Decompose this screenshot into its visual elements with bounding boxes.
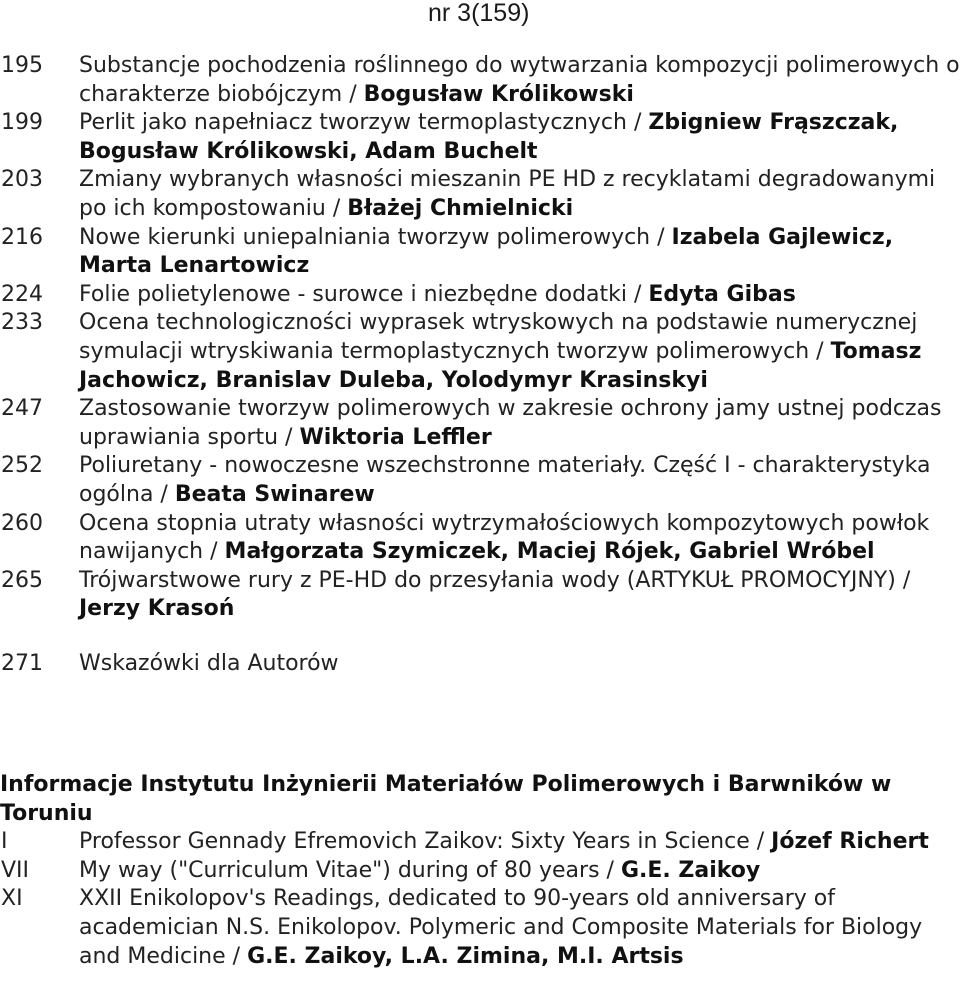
page-number: 195: [1, 53, 43, 78]
entry-text: [79, 166, 960, 223]
article-title: Folie polietylenowe - surowce i niezbędne dodatki: [79, 281, 627, 307]
toc-entry: [0, 281, 960, 310]
entry-text: [79, 395, 960, 452]
article-authors: Józef Richert: [771, 829, 929, 855]
toc-entry: [0, 224, 960, 281]
author-separator: /: [650, 224, 672, 250]
toc-entry: [0, 828, 960, 857]
entry-text: [79, 828, 960, 857]
issue-number: nr 3(159): [428, 0, 530, 27]
article-authors: Edyta Gibas: [648, 281, 796, 307]
page-number: 199: [1, 110, 43, 136]
table-of-contents: [0, 52, 960, 678]
article-authors: Beata Swinarew: [174, 481, 375, 507]
article-authors: Zbigniew Frąszczak, Bogusław Królikowski, Adam Buchelt: [79, 110, 899, 164]
page-number: 252: [1, 453, 43, 479]
guidelines-title: Wskazówki dla Autorów: [79, 650, 339, 676]
entry-text: [79, 567, 960, 624]
article-authors: G.E. Zaikoy, L.A. Zimina, M.I. Artsis: [247, 943, 684, 969]
entry-text: [79, 510, 960, 567]
author-separator: /: [627, 281, 649, 307]
author-separator: /: [749, 829, 772, 855]
toc-entry: [0, 857, 960, 886]
article-title: Ocena stopnia utraty własności wytrzymałościowych kompozytowych powłok nawijanych: [79, 510, 930, 565]
article-title: Zmiany wybranych własności mieszanin PE HD z recyklatami degradowanymi po ich kompostowaniu: [79, 167, 936, 221]
article-title: Ocena technologiczności wyprasek wtryskowych na podstawie numerycznej symulacji wtryskiwania termoplastycznych tworzyw polimerowych: [79, 310, 918, 364]
toc-entry-guidelines: [0, 650, 960, 679]
article-authors: Bogusław Królikowski: [363, 81, 634, 107]
article-title: Perlit jako napełniacz tworzyw termoplastycznych: [79, 110, 627, 136]
page-number: 203: [1, 167, 43, 193]
toc-entry: [0, 109, 960, 166]
author-separator: /: [626, 110, 649, 136]
entry-text: [79, 309, 960, 395]
toc-entry: [0, 309, 960, 395]
article-authors: Wiktoria Leffler: [299, 424, 492, 450]
author-separator: /: [895, 567, 911, 593]
page-number: 233: [1, 310, 43, 336]
author-separator: /: [342, 81, 364, 107]
author-separator: /: [809, 338, 831, 364]
page-number: 265: [1, 567, 43, 593]
article-title: Trójwarstwowe rury z PE-HD do przesyłania wody (ARTYKUŁ PROMOCYJNY): [79, 567, 896, 593]
page-number: 260: [1, 510, 43, 536]
article-title: My way ("Curriculum Vitae") during of 80 years: [79, 857, 600, 883]
toc-entry: [0, 166, 960, 223]
author-separator: /: [278, 424, 300, 450]
entry-text: [79, 281, 960, 310]
page-number: VII: [1, 857, 30, 883]
author-separator: /: [203, 539, 225, 565]
article-title: Professor Gennady Efremovich Zaikov: Sixty Years in Science: [79, 829, 750, 855]
article-title: Substancje pochodzenia roślinnego do wytwarzania kompozycji polimerowych o charakterze biobójczym: [79, 53, 960, 107]
entry-text: [79, 452, 960, 509]
article-authors: Małgorzata Szymiczek, Maciej Rójek, Gabriel Wróbel: [224, 539, 875, 565]
institute-contents: [0, 828, 960, 971]
article-title: XXII Enikolopov's Readings, dedicated to 90-years old anniversary of academician N.S. Enikolopov. Polymeric and Composite Materials for Biology and Medicine: [79, 886, 923, 969]
entry-text: [79, 885, 960, 971]
page-number: 247: [1, 396, 43, 422]
entry-text: [79, 109, 960, 166]
entry-text: [79, 650, 960, 679]
author-separator: /: [153, 481, 175, 507]
page-number: I: [1, 829, 8, 855]
toc-entry: [0, 567, 960, 624]
page-number: 224: [1, 281, 43, 307]
page-number: 216: [1, 224, 43, 250]
article-title: Zastosowanie tworzyw polimerowych w zakresie ochrony jamy ustnej podczas uprawiania sportu: [79, 396, 942, 450]
author-separator: /: [225, 943, 248, 969]
article-title: Nowe kierunki uniepalniania tworzyw polimerowych: [79, 224, 651, 250]
entry-text: [79, 857, 960, 886]
institute-section: [0, 771, 960, 971]
toc-entry: [0, 885, 960, 971]
author-separator: /: [325, 195, 348, 221]
article-authors: G.E. Zaikoy: [620, 857, 761, 883]
toc-entry: [0, 395, 960, 452]
spacer: [0, 624, 960, 650]
article-title: Poliuretany - nowoczesne wszechstronne materiały. Część I - charakterystyka ogólna: [79, 453, 931, 507]
article-authors: Jerzy Krasoń: [79, 596, 235, 622]
article-authors: Błażej Chmielnicki: [347, 195, 574, 221]
entry-text: [79, 52, 960, 109]
toc-entry: [0, 52, 960, 109]
page-number: 271: [1, 650, 43, 676]
entry-text: [79, 224, 960, 281]
section-heading: Informacje Instytutu Inżynierii Materiałów Polimerowych i Barwników w Toruniu: [0, 772, 892, 826]
article-authors: Izabela Gajlewicz, Marta Lenartowicz: [79, 224, 894, 279]
toc-entry: [0, 510, 960, 567]
toc-entry: [0, 452, 960, 509]
author-separator: /: [599, 857, 621, 883]
page-number: XI: [1, 886, 23, 912]
article-authors: Tomasz Jachowicz, Branislav Duleba, Yolodymyr Krasinskyi: [79, 338, 922, 393]
